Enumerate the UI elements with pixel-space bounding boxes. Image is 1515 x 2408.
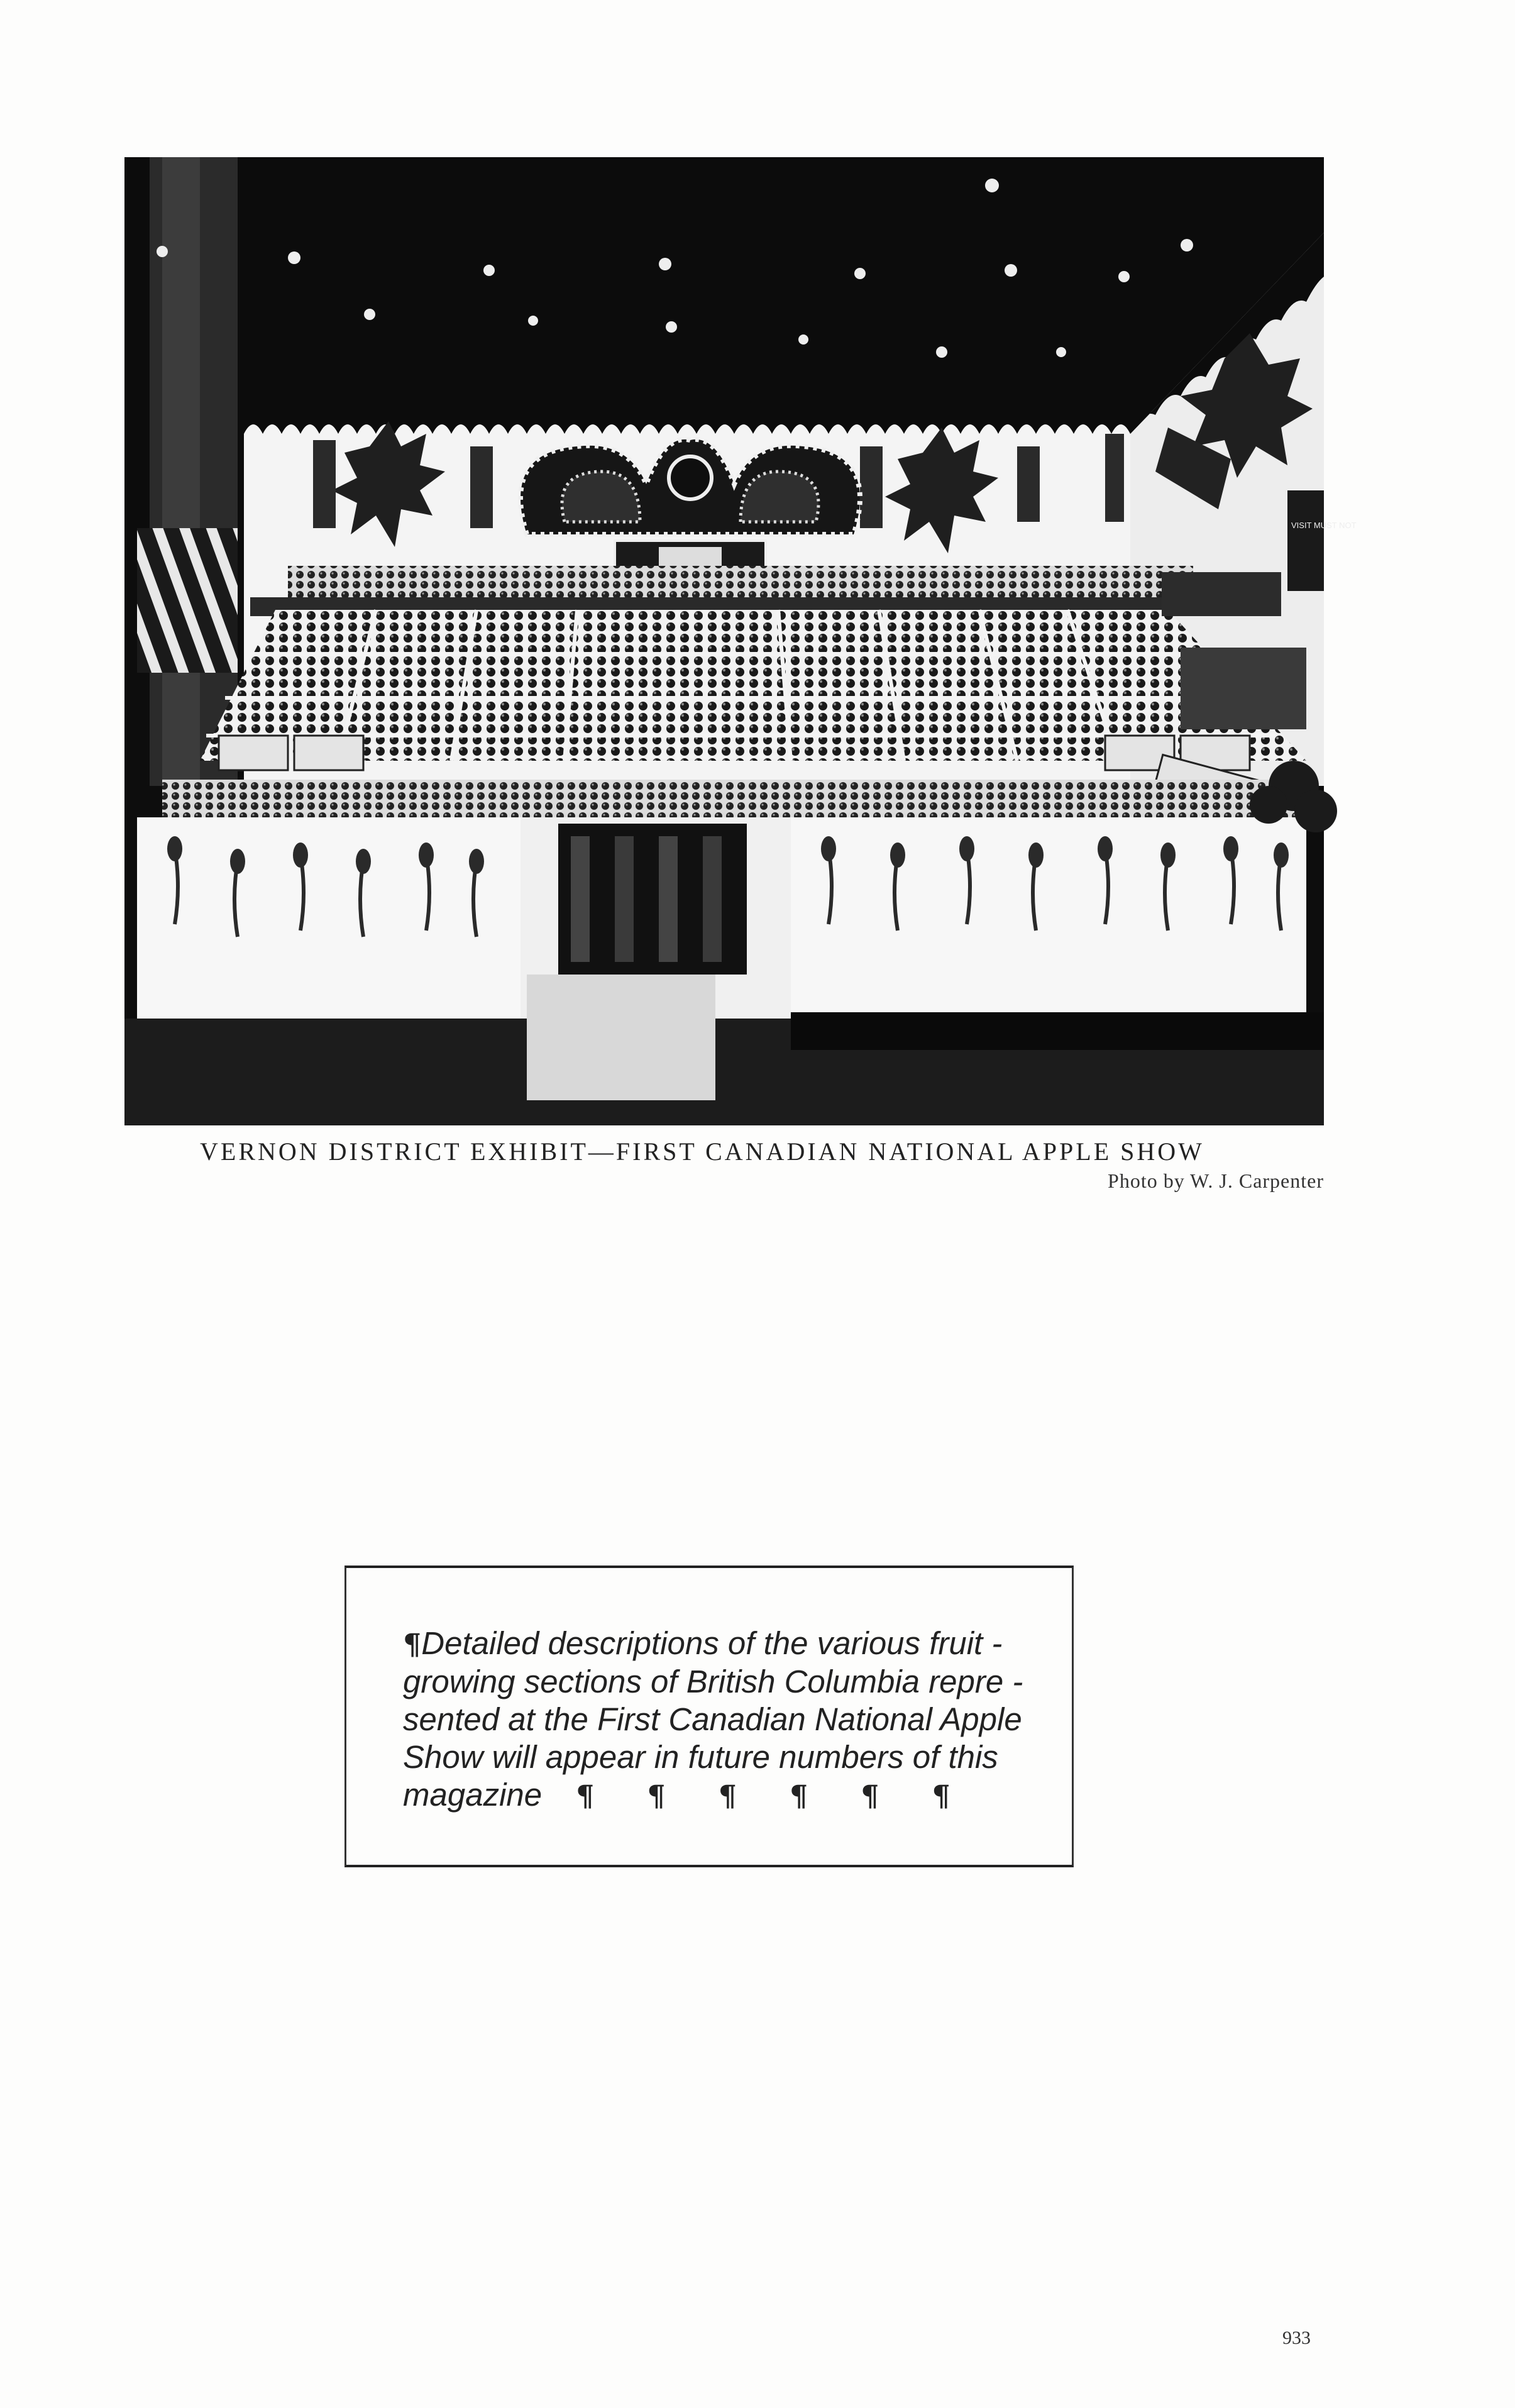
page-number: 933 — [1282, 2328, 1311, 2348]
notice-line-1: ¶Detailed descriptions of the various fruit - — [403, 1625, 1032, 1663]
paragraph-mark-icon: ¶ — [932, 1779, 950, 1813]
paragraph-mark-icon: ¶ — [576, 1779, 595, 1813]
paragraph-mark-icon: ¶ — [718, 1779, 737, 1813]
paragraph-mark-icon: ¶ — [789, 1779, 808, 1813]
photo-credit: Photo by W. J. Carpenter — [1108, 1169, 1324, 1192]
notice-line-4: Show will appear in future numbers of this — [403, 1739, 998, 1775]
exhibit-sign-text: VISIT MUST NOT — [1291, 521, 1357, 530]
photo-caption: VERNON DISTRICT EXHIBIT—FIRST CANADIAN NATIONAL APPLE SHOW — [200, 1137, 1204, 1166]
notice-text — [403, 1625, 1032, 1814]
notice-line-2: growing sections of British Columbia repre - — [403, 1664, 1023, 1699]
exhibit-photograph — [124, 157, 1357, 1125]
notice-last-word: magazine — [403, 1777, 543, 1813]
notice-line-5 — [403, 1776, 1032, 1814]
paragraph-mark-icon: ¶ — [403, 1627, 422, 1661]
paragraph-mark-icon: ¶ — [861, 1779, 879, 1813]
notice-box — [344, 1566, 1074, 1867]
trailing-marks — [576, 1777, 950, 1814]
notice-line-3: sented at the First Canadian National Apple — [403, 1701, 1022, 1737]
paragraph-mark-icon: ¶ — [647, 1779, 666, 1813]
exhibit-photo-graphic — [124, 157, 1357, 1125]
